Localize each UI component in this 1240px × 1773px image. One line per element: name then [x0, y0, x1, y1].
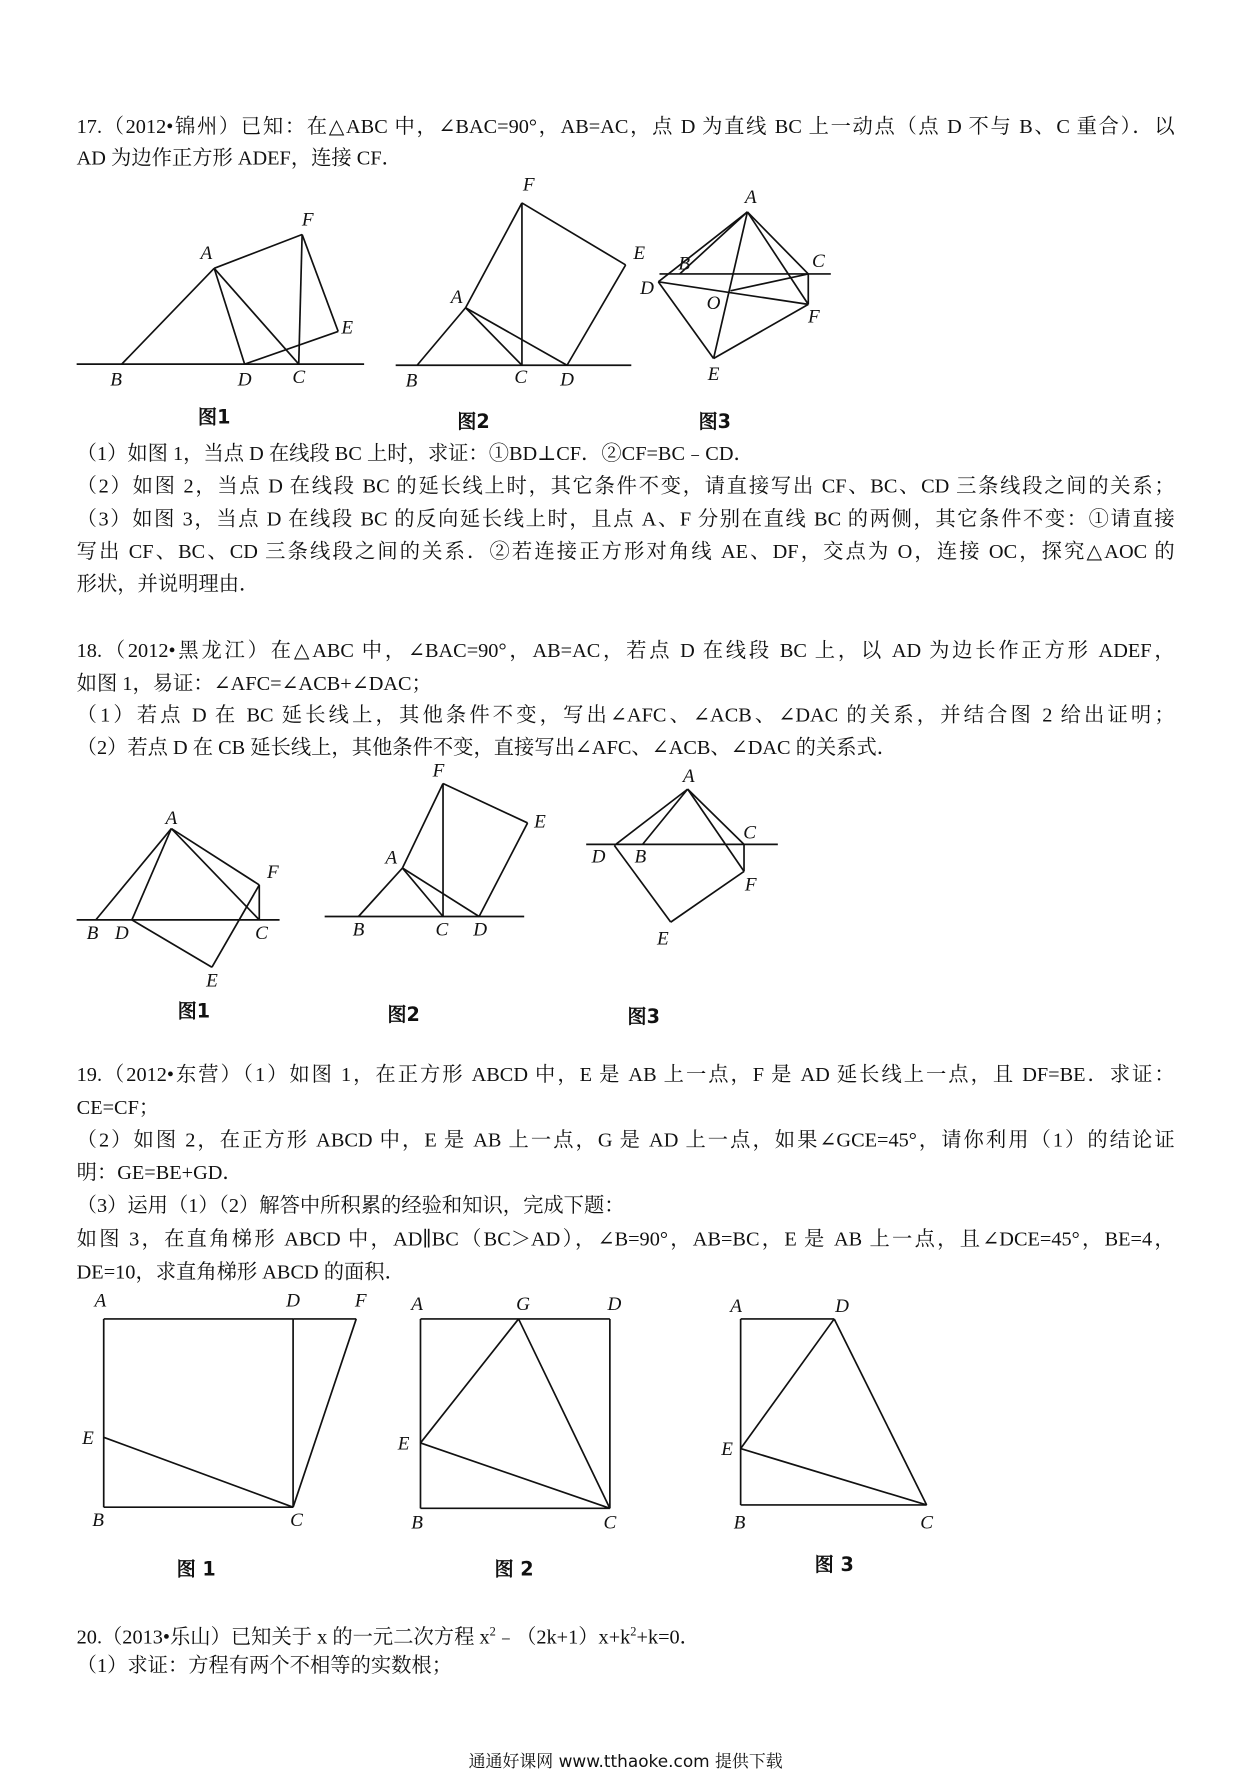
q19-fig2-caption: 图 2 [494, 1558, 534, 1582]
figure-segment [104, 1437, 293, 1507]
q19-part2-line1: （2）如图 2，在正方形 ABCD 中，E 是 AB 上一点，G 是 AD 上一点，如果∠GCE=45°，请你利用（1）的结论证 [76, 1128, 1175, 1151]
point-label: D [560, 369, 574, 391]
figure-segment [741, 1449, 927, 1505]
q17-fig2-caption: 图2 [457, 410, 490, 434]
figure-segment [420, 1443, 609, 1508]
point-label: A [165, 807, 178, 829]
q19-part3-line3: DE=10，求直角梯形 ABCD 的面积． [76, 1260, 405, 1283]
q19-fig1-caption: 图 1 [176, 1558, 216, 1582]
point-label: B [110, 369, 122, 391]
footer-watermark: 通通好课网 www.tthaoke.com 提供下载 [468, 1751, 783, 1772]
q18-fig2-caption: 图2 [387, 1003, 420, 1027]
q19-line-2: CE=CF； [76, 1095, 160, 1119]
point-label: B [92, 1510, 104, 1532]
q17-line-1: 17.（2012•锦州）已知：在△ABC 中，∠BAC=90°，AB=AC，点 D 为直线 BC 上一动点（点 D 不与 B、C 重合）．以 [76, 114, 1175, 138]
q18-part1: （1）若点 D 在 BC 延长线上，其他条件不变，写出∠AFC、∠ACB、∠DAC 的关系，并结合图 2 给出证明； [76, 703, 1175, 726]
point-label: C [603, 1512, 617, 1534]
figure-segment [293, 1319, 356, 1507]
q18-line-1: 18.（2012•黑龙江）在△ABC 中，∠BAC=90°，AB=AC，若点 D 在线段 BC 上，以 AD 为边长作正方形 ADEF， [76, 639, 1175, 662]
point-label: A [411, 1293, 423, 1315]
point-label: F [301, 209, 314, 231]
point-label: E [707, 363, 720, 385]
point-label: E [534, 811, 546, 833]
figure-segment [834, 1319, 926, 1505]
point-label: C [435, 919, 449, 941]
q17-part3-line3: 形状，并说明理由． [76, 572, 260, 596]
point-label: F [266, 862, 279, 884]
point-label: F [744, 874, 757, 896]
point-label: A [450, 287, 463, 309]
point-label: B [405, 370, 418, 392]
q20-text-a: 20.（2013•乐山）已知关于 x 的一元二次方程 x [76, 1625, 490, 1649]
point-label: E [206, 970, 218, 992]
q18-fig3-caption: 图3 [627, 1006, 660, 1029]
point-label: A [200, 243, 213, 265]
point-label: C [290, 1510, 303, 1532]
point-label: E [341, 317, 354, 339]
point-label: D [640, 278, 654, 300]
q19-part3-line2: 如图 3，在直角梯形 ABCD 中，AD∥BC（BC＞AD），∠B=90°，AB=BC，E 是 AB 上一点，且∠DCE=45°，BE=4， [76, 1227, 1175, 1251]
q19-line-1: 19.（2012•东营）（1）如图 1，在正方形 ABCD 中，E 是 AB 上一点，F 是 AD 延长线上一点，且 DF=BE．求证： [76, 1063, 1175, 1086]
point-label: C [743, 822, 757, 844]
point-label: F [522, 174, 535, 196]
point-label: G [516, 1293, 530, 1315]
figure-segment [519, 1319, 610, 1508]
point-label: A [730, 1296, 742, 1318]
q18-fig1-caption: 图1 [177, 1000, 211, 1024]
point-label: E [657, 928, 669, 950]
point-label: B [411, 1512, 423, 1534]
q19-part3-line1: （3）运用（1）（2）解答中所积累的经验和知识，完成下题： [76, 1193, 625, 1217]
point-label: E [397, 1433, 410, 1455]
point-label: B [86, 922, 99, 944]
point-label: E [633, 243, 646, 265]
point-label: O [706, 292, 721, 314]
point-label: D [114, 922, 129, 944]
q20-line-2: （1）求证：方程有两个不相等的实数根； [76, 1653, 453, 1677]
point-label: E [721, 1439, 733, 1461]
q20-sup-1: 2 [489, 1625, 496, 1640]
point-label: A [94, 1290, 107, 1312]
point-label: D [237, 369, 252, 391]
point-label: C [514, 367, 528, 389]
point-label: D [835, 1296, 850, 1318]
point-label: D [473, 919, 488, 941]
point-label: B [352, 919, 365, 941]
q17-part3-line1: （3）如图 3，当点 D 在线段 BC 的反向延长线上时，且点 A、F 分别在直线 BC 的两侧，其它条件不变：①请直接 [76, 507, 1175, 530]
q19-fig3-caption: 图 3 [814, 1553, 854, 1577]
q17-line-2: AD 为边作正方形 ADEF，连接 CF． [76, 146, 402, 170]
q17-fig3-caption: 图3 [698, 410, 731, 434]
q20-text-c: +k=0． [636, 1625, 700, 1649]
point-label: A [682, 766, 695, 788]
point-label: D [286, 1290, 301, 1312]
point-label: F [432, 760, 445, 782]
q17-part2: （2）如图 2，当点 D 在线段 BC 的延长线上时，其它条件不变，请直接写出 CF、BC、CD 三条线段之间的关系； [76, 474, 1175, 498]
q18-part2: （2）若点 D 在 CB 延长线上，其他条件不变，直接写出∠AFC、∠ACB、∠DAC 的关系式． [76, 736, 898, 759]
point-label: D [607, 1293, 622, 1315]
point-label: B [634, 846, 647, 868]
point-label: C [812, 251, 825, 273]
point-label: C [292, 367, 306, 389]
q17-part1: （1）如图 1，当点 D 在线段 BC 上时，求证：①BD⊥CF．②CF=BC﹣CD． [76, 441, 754, 465]
point-label: C [920, 1512, 934, 1534]
point-label: E [82, 1427, 94, 1449]
q19-part2-line2: 明：GE=BE+GD． [76, 1161, 243, 1184]
point-label: A [385, 847, 398, 869]
q17-part3-line2: 写出 CF、BC、CD 三条线段之间的关系．②若连接正方形对角线 AE、DF，交点为 O，连接 OC，探究△AOC 的 [76, 539, 1175, 563]
point-label: A [744, 186, 757, 208]
point-label: C [255, 922, 268, 944]
q18-line-2: 如图 1，易证：∠AFC=∠ACB+∠DAC； [76, 671, 432, 695]
q20-text-b: ﹣（2k+1）x+k [495, 1625, 631, 1649]
point-label: D [591, 846, 606, 868]
point-label: F [808, 306, 820, 328]
point-label: F [354, 1290, 367, 1312]
q20-line-1 [77, 1620, 700, 1649]
point-label: B [678, 253, 691, 275]
q17-fig1-caption: 图1 [197, 406, 231, 429]
figure-segment [420, 1319, 518, 1443]
q20-sup-2: 2 [630, 1625, 637, 1640]
figure-segment [741, 1319, 835, 1449]
point-label: B [733, 1512, 746, 1534]
